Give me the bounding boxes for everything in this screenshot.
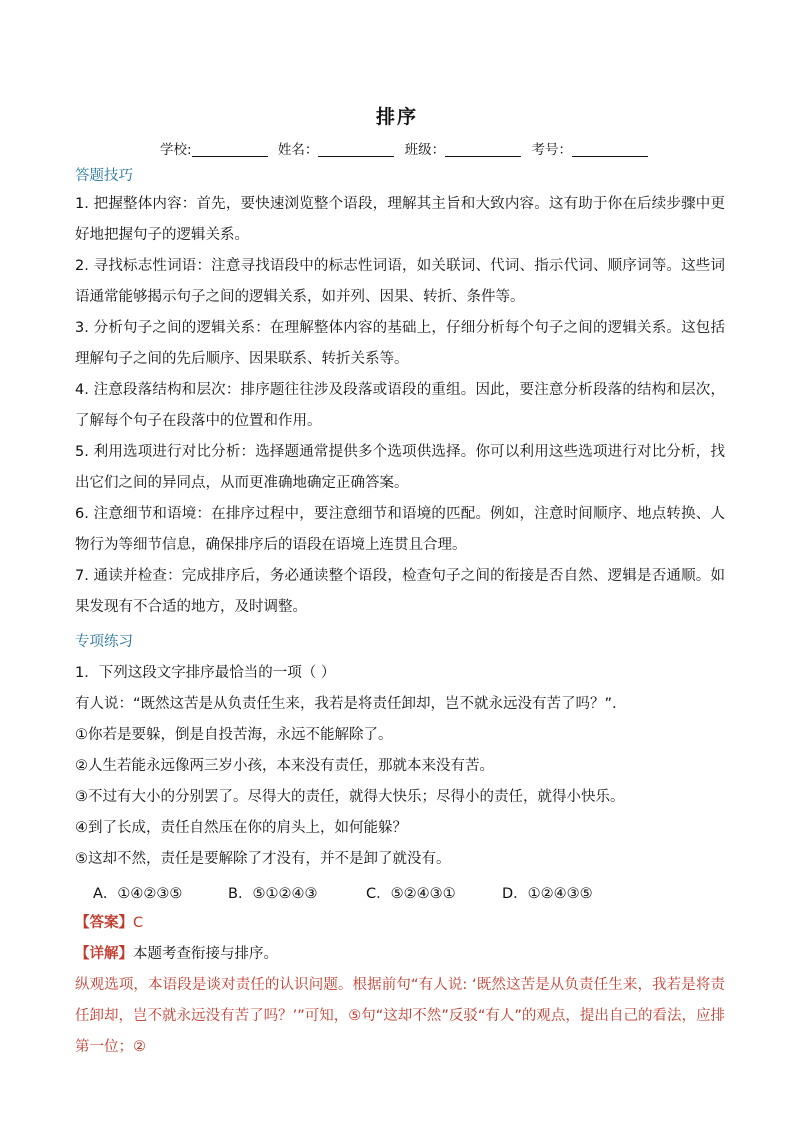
answer-line <box>75 908 725 939</box>
tip-item: 2. 寻找标志性词语：注意寻找语段中的标志性词语，如关联词、代词、指示代词、顺序词等。这些词语通常能够揭示句子之间的逻辑关系，如并列、因果、转折、条件等。 <box>75 258 725 305</box>
tip-item: 5. 利用选项进行对比分析：选择题通常提供多个选项供选择。你可以利用这些选项进行对比分析，找出它们之间的异同点，从而更准确地确定正确答案。 <box>75 444 725 491</box>
tips-heading: 答题技巧 <box>75 168 133 184</box>
name-blank[interactable] <box>318 142 394 157</box>
tips-list <box>75 189 725 623</box>
exam-number-blank[interactable] <box>572 142 648 157</box>
option-c[interactable]: C．⑤②④③① <box>366 886 456 902</box>
answer-block <box>75 908 725 1063</box>
sentence-item: ③不过有大小的分别罢了。尽得大的责任，就得大快乐；尽得小的责任，就得小快乐。 <box>75 789 625 805</box>
option-b[interactable]: B．⑤①②④③ <box>228 886 318 902</box>
name-label: 姓名： <box>277 142 319 158</box>
option-d[interactable]: D．①②④③⑤ <box>502 886 593 902</box>
tip-item: 6. 注意细节和语境：在排序过程中，要注意细节和语境的匹配。例如，注意时间顺序、地点转换、人物行为等细节信息，确保排序后的语段在语境上连贯且合理。 <box>75 506 725 553</box>
question-block <box>75 658 725 875</box>
sentence-item: ④到了长成，责任自然压在你的肩头上，如何能躲？ <box>75 820 407 836</box>
page-title: 排序 <box>375 106 418 128</box>
class-label: 班级： <box>404 142 446 158</box>
tip-item: 4. 注意段落结构和层次：排序题往往涉及段落或语段的重组。因此，要注意分析段落的结构和层次，了解每个句子在段落中的位置和作用。 <box>75 382 725 429</box>
exam-number-label: 考号： <box>531 142 572 158</box>
practice-heading: 专项练习 <box>75 634 133 650</box>
sentence-item: ②人生若能永远像两三岁小孩，本来没有责任，那就本来没有苦。 <box>75 758 494 774</box>
tip-item: 1. 把握整体内容：首先，要快速浏览整个语段，理解其主旨和大致内容。这有助于你在后续步骤中更好地把握句子的逻辑关系。 <box>75 196 725 243</box>
option-a[interactable]: A．①④②③⑤ <box>93 886 183 902</box>
sentence-item: ⑤这却不然，责任是要解除了才没有，并不是卸了就没有。 <box>75 851 451 867</box>
sentence-item: ①你若是要躲，倒是自投苦海，永远不能解除了。 <box>75 727 393 743</box>
detail-tag: 【详解】 <box>75 946 133 962</box>
school-blank[interactable] <box>192 142 268 157</box>
student-info-line <box>160 138 680 158</box>
answer-value: C <box>133 915 144 931</box>
detail-text: 本题考查衔接与排序。 <box>133 946 278 962</box>
answer-options <box>93 882 593 903</box>
question-stem: 1．下列这段文字排序最恰当的一项（ ） <box>75 665 336 681</box>
analysis-text: 纵观选项，本语段是谈对责任的认识问题。根据前句“有人说: ‘既然这苦是从负责任生来，我若是将责任卸却，岂不就永远没有苦了吗？’”可知，⑤句“这却不然”反驳“有人”的观点，提出自己的看法，应排第一位；② <box>75 977 725 1055</box>
answer-tag: 【答案】 <box>75 915 133 931</box>
tip-item: 3. 分析句子之间的逻辑关系：在理解整体内容的基础上，仔细分析每个句子之间的逻辑关系。这包括理解句子之间的先后顺序、因果联系、转折关系等。 <box>75 320 725 367</box>
class-blank[interactable] <box>445 142 521 157</box>
detail-line <box>75 939 725 970</box>
tip-item: 7. 通读并检查：完成排序后，务必通读整个语段，检查句子之间的衔接是否自然、逻辑是否通顺。如果发现有不合适的地方，及时调整。 <box>75 568 725 615</box>
question-intro: 有人说：“既然这苦是从负责任生来，我若是将责任卸却，岂不就永远没有苦了吗？”. <box>75 696 617 712</box>
school-label: 学校: <box>160 142 192 158</box>
